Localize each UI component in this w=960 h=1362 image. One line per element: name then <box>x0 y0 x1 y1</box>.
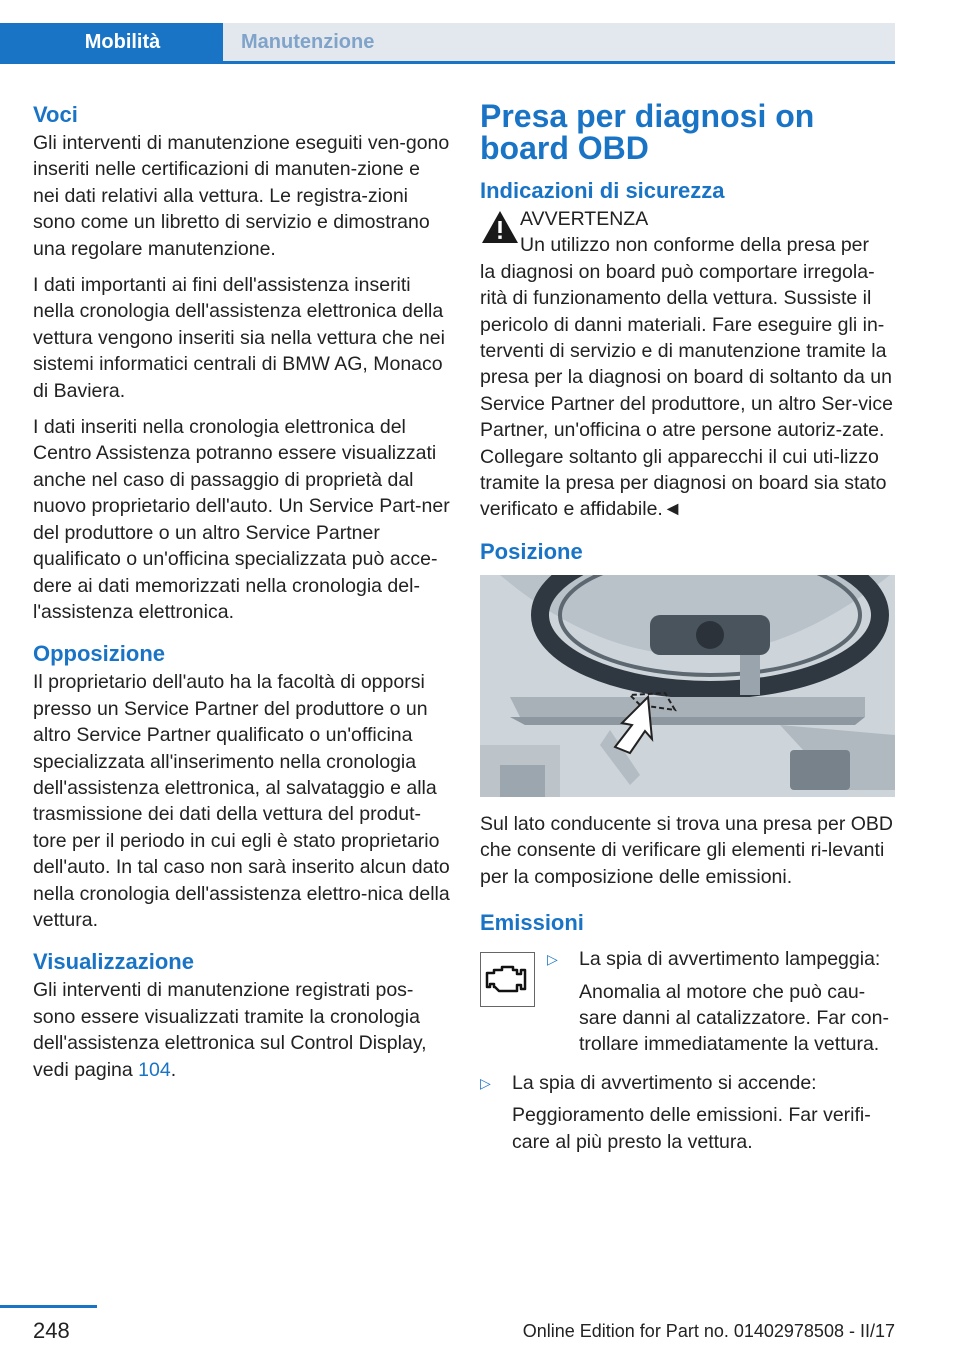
obd-main-heading: Presa per diagnosi on board OBD <box>480 98 815 166</box>
voci-heading: Voci <box>33 102 78 127</box>
posizione-heading: Posizione <box>480 538 583 564</box>
voci-paragraph-1: Gli interventi di manutenzione eseguiti ven-gono inseriti nelle certificazioni di manuten-zione e nei dati relativi alla vettura. Le registra-zioni sono come un libretto di servizio e dimostrano una regolare manutenzione. <box>33 132 450 260</box>
warning-block <box>480 206 898 523</box>
page-number: 248 <box>33 1318 70 1343</box>
visualizzazione-paragraph <box>33 977 451 1083</box>
obd-location-photo <box>480 575 895 797</box>
engine-warning-icon <box>480 952 535 1007</box>
emissioni-item-2 <box>480 1070 898 1155</box>
warning-line-1: Un utilizzo non conforme della presa per <box>520 234 870 257</box>
visualizzazione-heading: Visualizzazione <box>33 949 194 975</box>
item-2-title: La spia di avvertimento si accende: <box>512 1071 817 1094</box>
bullet-triangle-icon: ▷ <box>480 1074 491 1091</box>
tab-mobilita-label: Mobilità <box>84 30 161 53</box>
item-1-text: Anomalia al motore che può cau-sare danni al catalizzatore. Far con-trollare immediatamente la vettura. <box>579 980 889 1056</box>
item-1-title: La spia di avvertimento lampeggia: <box>579 948 881 971</box>
section-visualizzazione <box>33 947 451 1083</box>
section-opposizione <box>33 639 451 933</box>
voci-paragraph-2: I dati importanti ai fini dell'assistenza inseriti nella cronologia dell'assistenza elettronica della vettura vengono inseriti sia nella vettura che nei sistemi informatici centrali di BMW AG, Monaco di Baviera. <box>33 274 445 402</box>
header-bar <box>0 0 895 62</box>
tab-manutenzione[interactable] <box>223 23 895 61</box>
page-link-104[interactable]: 104 <box>138 1058 171 1081</box>
visualizzazione-text: Gli interventi di manutenzione registrati pos-sono essere visualizzati tramite la cronologia dell'assistenza elettronica sul Control Display, vedi pagina <box>33 979 427 1081</box>
opposizione-heading: Opposizione <box>33 641 165 667</box>
section-voci <box>33 100 451 625</box>
left-column <box>33 100 451 1097</box>
opposizione-paragraph: Il proprietario dell'auto ha la facoltà di opporsi presso un Service Partner del produttore o un altro Service Partner qualificato o un'officina specializzata all'inserimento nella cronologia dell'assistenza elettronica, al salvataggio e alla trasmissione dei dati della vettura del produt-tore per il periodo in cui egli è stato proprietario dell'auto. In tal caso non sarà inserito alcun dato nella cronologia dell'assistenza elettro-nica della vettura. <box>33 671 450 931</box>
tab-mobilita[interactable] <box>0 23 223 61</box>
warning-triangle-icon <box>480 208 520 246</box>
emissioni-heading: Emissioni <box>480 910 584 936</box>
header-divider <box>0 61 895 64</box>
tab-manutenzione-label: Manutenzione <box>241 30 375 53</box>
visualizzazione-end: . <box>170 1058 177 1081</box>
emissioni-list <box>480 946 898 1058</box>
right-column <box>480 100 898 1165</box>
obd-location-illustration <box>480 575 895 797</box>
posizione-paragraph: Sul lato conducente si trova una presa per OBD che consente di verificare gli elementi ri-levanti per la composizione delle emissioni. <box>480 812 893 888</box>
warning-text: la diagnosi on board può comportare irregola-rità di funzionamento della vettura. Sussiste il pericolo di danni materiali. Fare eseguire gli in-terventi di servizio e di manutenzione tramite la presa per la diagnosi on board di soltanto da un Service Partner del produttore, un altro Ser-vice Partner, un'officina o atre persone autoriz-zate. Collegare soltanto gli apparecchi il cui uti-lizzo tramite la presa per diagnosi on board sia stato verificato e affidabile.◄ <box>480 260 893 521</box>
item-2-text: Peggioramento delle emissioni. Far verifi-care al più presto la vettura. <box>512 1104 871 1153</box>
warning-label: AVVERTENZA <box>520 208 649 230</box>
edition-note: Online Edition for Part no. 01402978508 - II/17 <box>522 1321 895 1341</box>
voci-paragraph-3: I dati inseriti nella cronologia elettronica del Centro Assistenza potranno essere visualizzati anche nel caso di passaggio di proprietà dal nuovo proprietario dell'auto. Un Service Part-ner del produttore o un altro Service Partner qualificato o un'officina specializzata può acce-dere ai dati memorizzati nella cronologia del-l'assistenza elettronica. <box>33 416 450 623</box>
safety-heading: Indicazioni di sicurezza <box>480 178 725 203</box>
bullet-triangle-icon: ▷ <box>547 951 558 968</box>
footer-divider <box>0 1305 97 1308</box>
emissioni-item-1 <box>547 946 898 1058</box>
